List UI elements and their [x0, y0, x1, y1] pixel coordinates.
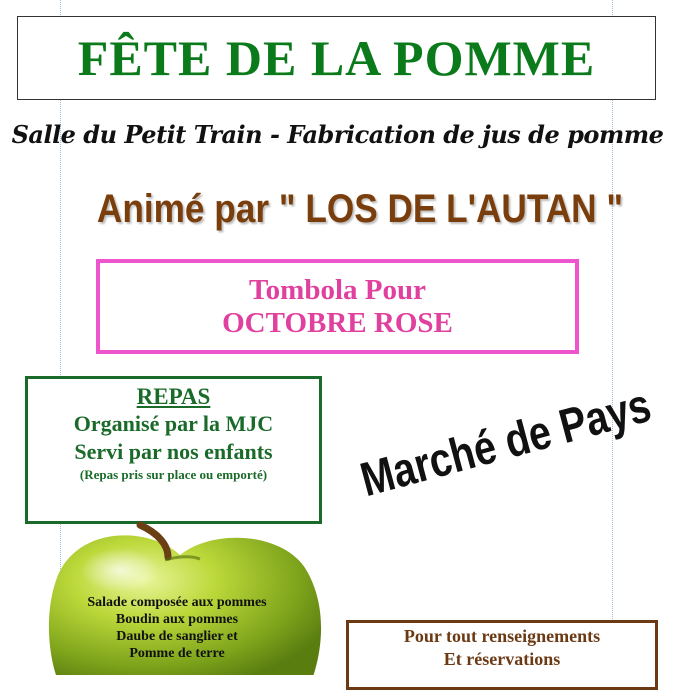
repas-box: [25, 376, 322, 524]
menu-item: Daube de sanglier et: [116, 629, 238, 644]
tombola-line-1: Tombola Pour: [249, 273, 426, 306]
menu-item: Pomme de terre: [129, 646, 225, 661]
info-box: [346, 620, 658, 690]
marche-de-pays-text: Marché de Pays: [355, 378, 657, 508]
venue-subtitle: Salle du Petit Train - Fabrication de jus de pomme: [11, 120, 664, 149]
info-line-2: Et réservations: [443, 649, 561, 669]
repas-organizer: Organisé par la MJC: [73, 411, 274, 436]
tombola-line-2: OCTOBRE ROSE: [222, 306, 453, 339]
repas-served-by: Servi par nos enfants: [74, 439, 273, 464]
menu-item: Boudin aux pommes: [115, 612, 239, 627]
repas-title: REPAS: [136, 384, 211, 409]
anime-par-banner: Animé par " LOS DE L'AUTAN ": [96, 187, 624, 231]
tombola-box: [96, 259, 579, 354]
title-box: [17, 16, 656, 100]
repas-note: (Repas pris sur place ou emporté): [79, 467, 268, 482]
info-line-1: Pour tout renseignements: [403, 626, 601, 646]
menu-item: Salade composée aux pommes: [87, 595, 267, 610]
page-title: FÊTE DE LA POMME: [77, 30, 596, 86]
layout-guide-right: [612, 0, 613, 675]
menu-list: [46, 594, 308, 662]
